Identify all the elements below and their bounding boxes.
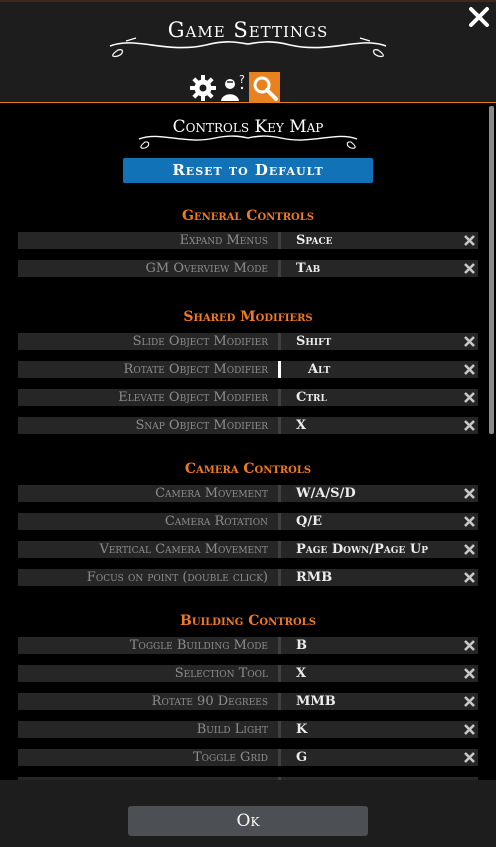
keybind-action: Rotate 90 Degrees: [18, 693, 278, 710]
keybind-key-field[interactable]: Page Down/Page Up: [281, 541, 461, 558]
clear-keybind-button[interactable]: [461, 749, 478, 766]
clear-keybind-button[interactable]: [461, 513, 478, 530]
clear-keybind-button[interactable]: [461, 333, 478, 350]
keybind-key-field[interactable]: X: [281, 665, 461, 682]
section-title-shared-modifiers: Shared Modifiers: [183, 309, 313, 325]
close-icon: [463, 487, 476, 500]
keybind-row: [18, 333, 478, 350]
keybind-key-field[interactable]: G: [281, 749, 461, 766]
clear-keybind-button[interactable]: [461, 665, 478, 682]
clear-keybind-button[interactable]: [461, 541, 478, 558]
close-icon: [463, 391, 476, 404]
keybind-action: Build Light: [18, 721, 278, 738]
keybind-action: Camera Rotation: [18, 513, 278, 530]
keybind-row: [18, 541, 478, 558]
keybind-action: Toggle Grid: [18, 749, 278, 766]
keybind-action: Snap Object Modifier: [18, 417, 278, 434]
clear-keybind-button[interactable]: [461, 721, 478, 738]
keybind-key-field[interactable]: K: [281, 721, 461, 738]
keybind-key-field[interactable]: Shift: [281, 333, 461, 350]
keybind-key-field[interactable]: Ctrl: [281, 389, 461, 406]
dialog-footer: [0, 780, 496, 847]
section-title-general: General Controls: [181, 208, 315, 224]
tab-player-settings[interactable]: [218, 72, 249, 103]
close-icon: [463, 262, 476, 275]
keybind-row: [18, 637, 478, 654]
close-icon: [463, 515, 476, 528]
clear-keybind-button[interactable]: [461, 260, 478, 277]
controls-scroll-area[interactable]: [0, 103, 496, 780]
keybind-action: Selection Tool: [18, 665, 278, 682]
keybind-action: Elevate Object Modifier: [18, 389, 278, 406]
player-icon: [219, 73, 249, 103]
keybind-key-field[interactable]: MMB: [281, 693, 461, 710]
settings-tabs: [187, 72, 280, 103]
close-icon: [466, 4, 492, 30]
section-title-camera: Camera Controls: [184, 461, 312, 477]
gear-icon: [189, 74, 217, 102]
close-icon: [463, 639, 476, 652]
keybind-row: [18, 513, 478, 530]
keybind-action: Vertical Camera Movement: [18, 541, 278, 558]
reset-to-default-button[interactable]: Reset to Default: [123, 158, 373, 183]
keybind-key-field[interactable]: X: [281, 417, 461, 434]
tab-general-settings[interactable]: [187, 72, 218, 103]
keybind-action: Camera Movement: [18, 485, 278, 502]
keybind-action: Rotate Object Modifier: [18, 361, 278, 378]
keybind-key-field[interactable]: Space: [281, 232, 461, 249]
clear-keybind-button[interactable]: [461, 232, 478, 249]
keybind-row: [18, 260, 478, 277]
keybind-action: Toggle Building Mode: [18, 637, 278, 654]
clear-keybind-button[interactable]: [461, 485, 478, 502]
clear-keybind-button[interactable]: [461, 417, 478, 434]
keybind-row: [18, 665, 478, 682]
close-icon: [463, 695, 476, 708]
ok-button[interactable]: Ok: [128, 806, 368, 836]
keybind-row: [18, 361, 478, 378]
tab-controls-search[interactable]: [249, 72, 280, 103]
keybind-key-field[interactable]: Alt: [281, 361, 461, 378]
close-icon: [463, 543, 476, 556]
keybind-action: GM Overview Mode: [18, 260, 278, 277]
keybind-action: Slide Object Modifier: [18, 333, 278, 350]
keybind-action: Expand Menus: [18, 232, 278, 249]
dialog-title: Game Settings: [167, 18, 329, 42]
keybind-row: [18, 721, 478, 738]
close-icon: [463, 751, 476, 764]
keybind-row: [18, 569, 478, 586]
close-icon: [463, 419, 476, 432]
scrollbar[interactable]: [489, 106, 494, 434]
keybind-key-field[interactable]: Q/E: [281, 513, 461, 530]
close-icon: [463, 723, 476, 736]
keymap-flourish-icon: [135, 127, 361, 151]
clear-keybind-button[interactable]: [461, 693, 478, 710]
dialog-header: [0, 0, 496, 102]
title-flourish-icon: [106, 32, 390, 60]
close-icon: [463, 234, 476, 247]
close-icon: [463, 667, 476, 680]
clear-keybind-button[interactable]: [461, 569, 478, 586]
clear-keybind-button[interactable]: [461, 637, 478, 654]
close-icon: [463, 571, 476, 584]
keybind-row: [18, 693, 478, 710]
keybind-action: Focus on point (double click): [18, 569, 278, 586]
keybind-row: [18, 485, 478, 502]
keybind-key-field[interactable]: RMB: [281, 569, 461, 586]
keybind-row: [18, 749, 478, 766]
section-title-building: Building Controls: [180, 613, 316, 629]
svg-text:?: ?: [238, 72, 245, 86]
keybind-row: [18, 389, 478, 406]
close-button[interactable]: [466, 4, 492, 30]
clear-keybind-button[interactable]: [461, 389, 478, 406]
keybind-key-field[interactable]: W/A/S/D: [281, 485, 461, 502]
keybind-key-field[interactable]: B: [281, 637, 461, 654]
keymap-title: Controls Key Map: [172, 117, 324, 137]
keybind-key-field[interactable]: Tab: [281, 260, 461, 277]
close-icon: [463, 335, 476, 348]
keybind-row: [18, 417, 478, 434]
keybind-row: [18, 232, 478, 249]
magnifier-icon: [251, 74, 279, 102]
close-icon: [463, 363, 476, 376]
clear-keybind-button[interactable]: [461, 361, 478, 378]
